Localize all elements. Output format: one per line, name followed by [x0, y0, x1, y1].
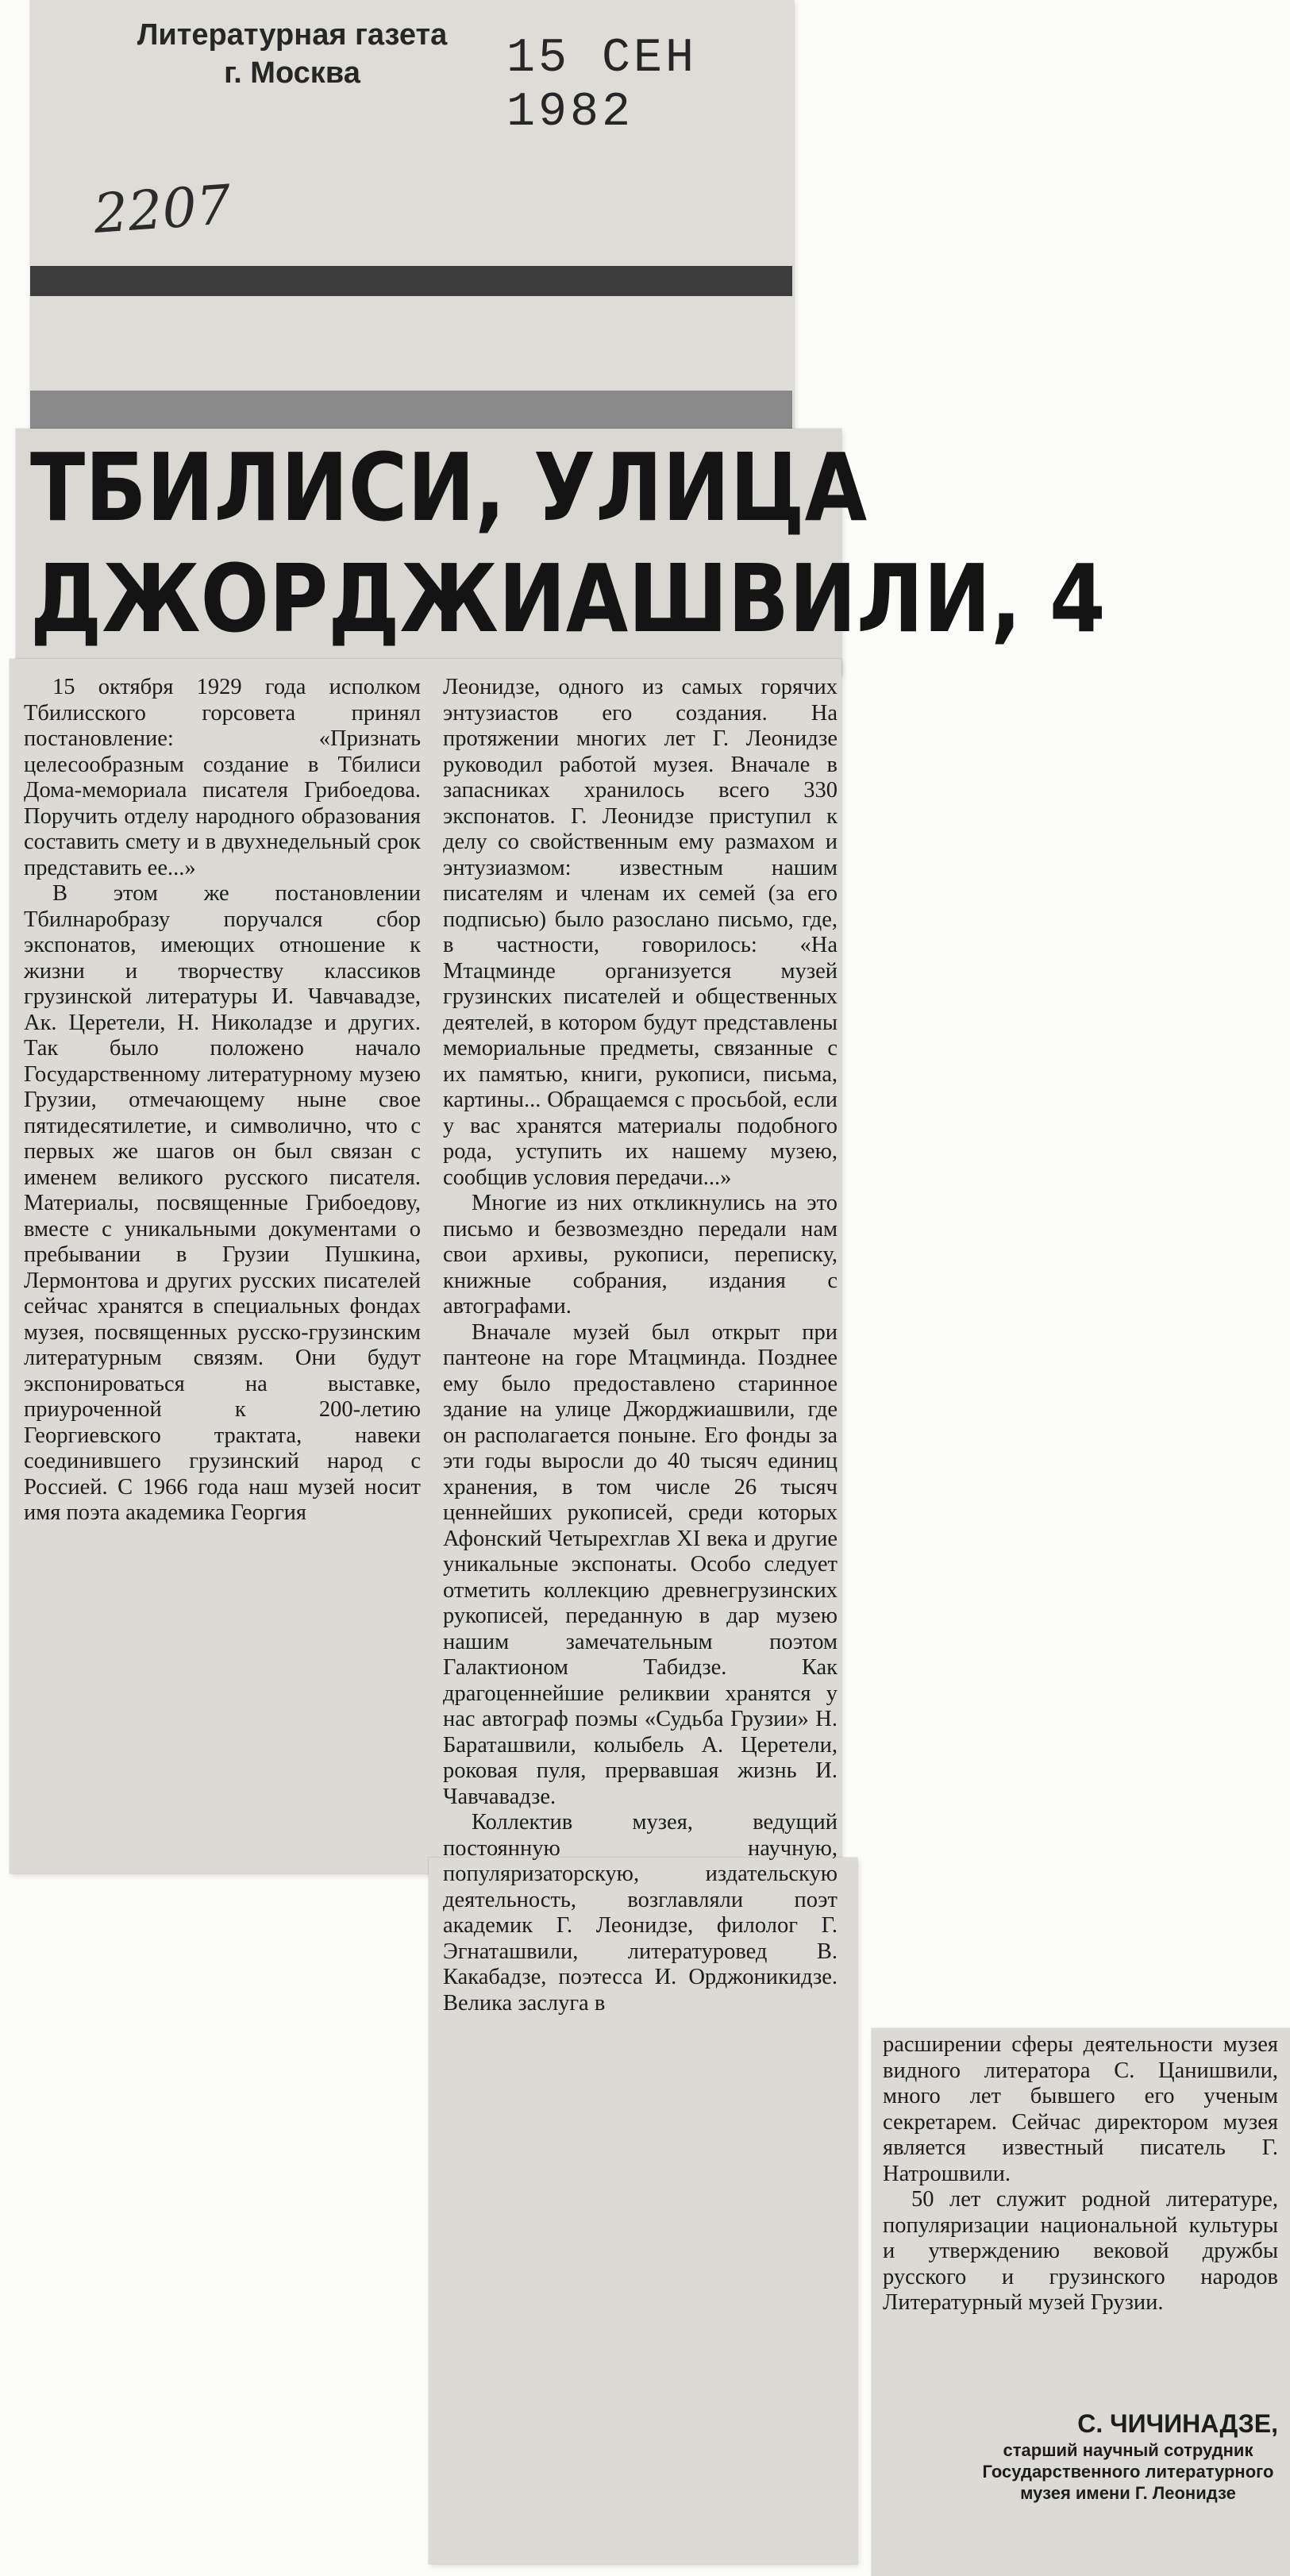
- stamp-source-name: Литературная газета: [137, 18, 448, 52]
- paragraph: Многие из них откликнулись на это письмо и безвозмездно передали нам свои архивы, рукописи, переписку, книжные собрания, издания с автографами.: [443, 1191, 838, 1319]
- header-rule-grey: [30, 391, 792, 429]
- paragraph: Леонидзе, одного из самых горячих энтузиастов его создания. На протяжении многих лет Г. Леонидзе руководил работой музея. Вначале в запасниках хранилось всего 330 экспонатов. Г. Леонидзе приступил к делу со свойственным ему размахом и энтузиазмом: известным нашим писателям и членам их семей (за его подписью) было разослано письмо, где, в частности, говорилось: «На Мтацминде организуется музей грузинских писателей и общественных деятелей, в котором будут представлены мемориальные предметы, связанные с их памятью, книги, рукописи, письма, картины... Обращаемся с просьбой, если у вас хранятся материалы подобного рода, уступить их нашему музею, сообщив условия передачи...»: [443, 675, 838, 1190]
- clipping-header: [30, 0, 794, 429]
- paragraph: 15 октября 1929 года исполком Тбилисского горсовета принял постановление: «Признать целесообразным создание в Тбилиси Дома-мемориала писателя Грибоедова. Поручить отделу народного образования составить смету и в двухнедельный срок представить ее...»: [24, 675, 421, 880]
- newspaper-stamp: [110, 16, 475, 92]
- author-signature: [883, 2408, 1278, 2504]
- article-column-2: [443, 675, 838, 2016]
- article-column-3: [883, 2032, 1278, 2316]
- stamp-city: г. Москва: [224, 56, 360, 90]
- paragraph: В этом же постановлении Тбилнаробразу поручался сбор экспонатов, имеющих отношение к жизни и творчеству классиков грузинской литературы И. Чавчавадзе, Ак. Церетели, Н. Николадзе и других. Так было положено начало Государственному литературному музею Грузии, отмечающему ныне свое пятидесятилетие, и символично, что с первых же шагов он был связан с именем великого русского писателя. Материалы, посвященные Грибоедову, вместе с уникальными документами о пребывании в Грузии Пушкина, Лермонтова и других русских писателей сейчас хранятся в специальных фондах музея, посвященных русско-грузинским литературным связям. Они будут экспонироваться на выставке, приуроченной к 200-летию Георгиевского трактата, навеки соединившего грузинский народ с Россией. С 1966 года наш музей носит имя поэта академика Георгия: [24, 881, 421, 1525]
- paragraph: 50 лет служит родной литературе, популяризации национальной культуры и утверждению вековой дружбы русского и грузинского народов Литературный музей Грузии.: [883, 2187, 1278, 2315]
- headline-line-1: ТБИЛИСИ, УЛИЦА: [30, 433, 868, 542]
- headline-block: [16, 429, 1106, 675]
- stamp-date: 15 СЕН 1982: [506, 32, 698, 140]
- article-column-1: [24, 675, 421, 1527]
- author-role: старший научный сотрудник Государственного литературного музея имени Г. Леонидзе: [982, 2440, 1274, 2503]
- paragraph: расширении сферы деятельности музея видного литератора С. Цанишвили, много лет бывшего его ученым секретарем. Сейчас директором музея является известный писатель Г. Натрошвили.: [883, 2032, 1278, 2186]
- author-name: С. ЧИЧИНАДЗЕ,: [1077, 2409, 1278, 2438]
- paragraph: Коллектив музея, ведущий постоянную научную, популяризаторскую, издательскую деятельность, возглавляли поэт академик Г. Леонидзе, филолог Г. Эгнаташвили, литературовед В. Какабадзе, поэтесса И. Орджоникидзе. Велика заслуга в: [443, 1810, 838, 2016]
- header-rule-dark: [30, 266, 792, 296]
- headline-line-2: ДЖОРДЖИАШВИЛИ, 4: [30, 544, 1106, 653]
- paragraph: Вначале музей был открыт при пантеоне на горе Мтацминда. Позднее ему было предоставлено старинное здание на улице Джорджиашвили, где он располагается поныне. Его фонды за эти годы выросли до 40 тысяч единиц хранения, в том числе 26 тысяч ценнейших рукописей, среди которых Афонский Четырехглав XI века и другие уникальные экспонаты. Особо следует отметить коллекцию древнегрузинских рукописей, переданную в дар музею нашим замечательным поэтом Галактионом Табидзе. Как драгоценнейшие реликвии хранятся у нас автограф поэмы «Судьба Грузии» Н. Бараташвили, колыбель А. Церетели, роковая пуля, прервавшая жизнь И. Чавчавадзе.: [443, 1319, 838, 1809]
- handwritten-archive-number: 2207: [91, 174, 233, 246]
